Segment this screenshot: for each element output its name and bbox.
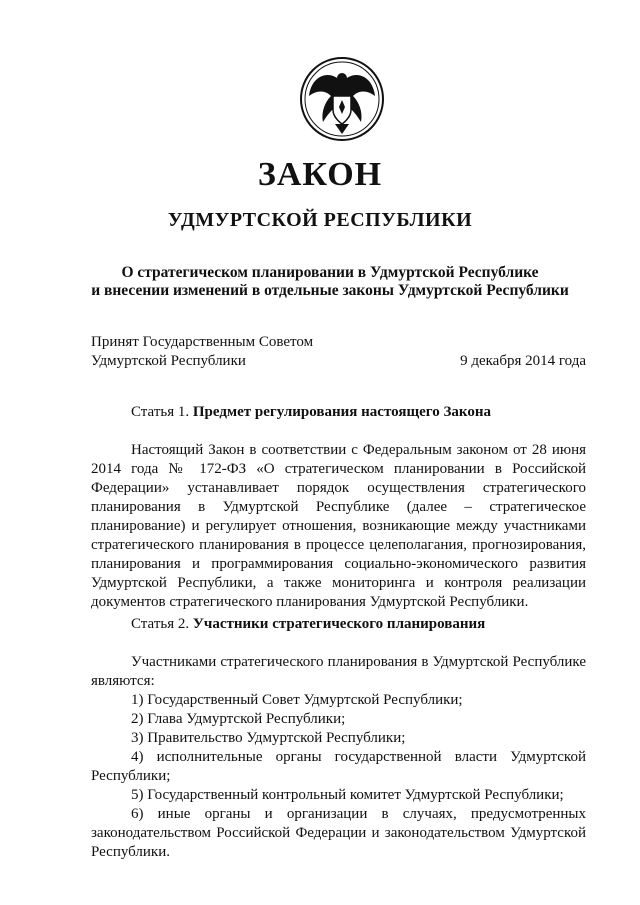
article-number: Статья 1. [131, 404, 190, 420]
law-name [60, 264, 600, 300]
paragraph-line: планирования и программирования социально-экономического развития [91, 556, 586, 572]
list-item: 1) Государственный Совет Удмуртской Республики; [131, 692, 463, 708]
list-item-continuation: Республики. [91, 844, 170, 860]
article-title: Предмет регулирования настоящего Закона [192, 404, 491, 420]
paragraph-line: планирование) и регулирует отношения, возникающие между участниками [91, 518, 586, 534]
paragraph-line: Участниками стратегического планирования в Удмуртской Республике [131, 654, 586, 670]
coat-of-arms-emblem [299, 56, 385, 142]
paragraph-line: Федерации» устанавливает порядок осуществления стратегического [91, 480, 586, 496]
document-subtitle: УДМУРТСКОЙ РЕСПУБЛИКИ [167, 209, 473, 231]
article-2-heading [91, 615, 586, 634]
document-title: ЗАКОН [257, 156, 383, 193]
udmurt-coat-of-arms-icon [299, 56, 385, 142]
article-1-heading [91, 403, 586, 422]
adoption-date: 9 декабря 2014 года [460, 353, 586, 369]
list-item-continuation: Республики; [91, 768, 171, 784]
adopted-by-line: Принят Государственным Советом [91, 334, 314, 350]
list-item: 3) Правительство Удмуртской Республики; [131, 730, 406, 746]
list-item: 2) Глава Удмуртской Республики; [131, 711, 346, 727]
article-1-body [91, 441, 586, 612]
law-name-line: О стратегическом планировании в Удмуртской Республике [121, 264, 539, 281]
paragraph-line: стратегического планирования в процессе целеполагания, прогнозирования, [91, 537, 586, 553]
adoption-info [91, 333, 586, 371]
paragraph-line: Настоящий Закон в соответствии с Федеральным законом от 28 июня [131, 442, 586, 458]
paragraph-line: документов стратегического планирования Удмуртской Республики. [91, 594, 529, 610]
article-number: Статья 2. [131, 616, 190, 632]
paragraph-line: 2014 года № 172-ФЗ «О стратегическом планировании в Российской [91, 461, 586, 477]
paragraph-line: являются: [91, 673, 155, 689]
adopted-by-line: Удмуртской Республики [91, 353, 246, 369]
list-item: 4) исполнительные органы государственной власти Удмуртской [131, 749, 586, 765]
paragraph-line: Удмуртской Республики, а также мониторинга и контроля реализации [91, 575, 586, 591]
list-item: 5) Государственный контрольный комитет Удмуртской Республики; [131, 787, 564, 803]
list-item: 6) иные органы и организации в случаях, предусмотренных [131, 806, 586, 822]
law-name-line: и внесении изменений в отдельные законы Удмуртской Республики [91, 282, 569, 299]
list-item-continuation: законодательством Российской Федерации и законодательством Удмуртской [91, 825, 586, 841]
article-title: Участники стратегического планирования [192, 616, 486, 632]
article-2-body [91, 653, 586, 862]
paragraph-line: планирования в Удмуртской Республике (далее – стратегическое [91, 499, 586, 515]
